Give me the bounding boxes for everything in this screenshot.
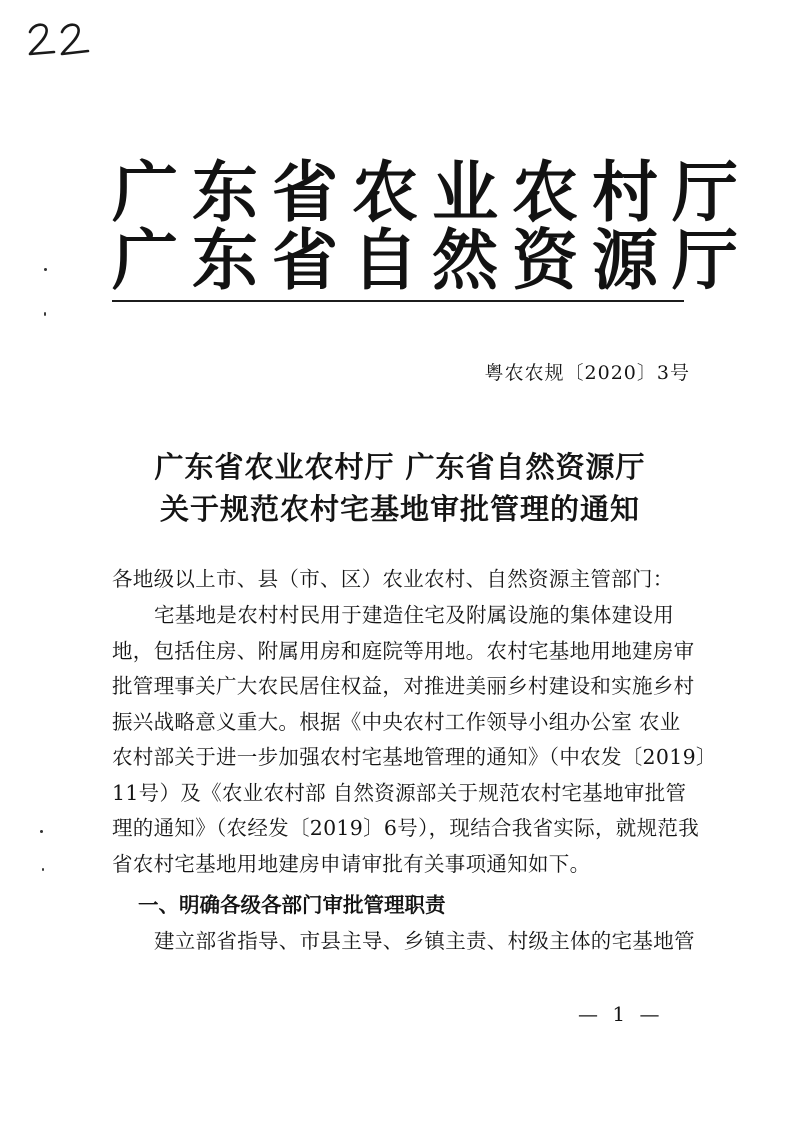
paragraph-line: 建立部省指导、市县主导、乡镇主责、村级主体的宅基地管	[154, 929, 695, 953]
paragraph-line: 批管理事关广大农民居住权益，对推进美丽乡村建设和实施乡村	[112, 674, 695, 698]
document-title-line-1: 广东省农业农村厅 广东省自然资源厅	[154, 450, 646, 484]
scan-speck	[44, 312, 46, 316]
paragraph-line: 理的通知》（农经发〔2019〕6号），现结合我省实际，就规范我	[112, 816, 700, 840]
salutation: 各地级以上市、县（市、区）农业农村、自然资源主管部门：	[112, 567, 674, 591]
document-number: 粤农农规〔2020〕3号	[484, 362, 690, 384]
letterhead-org-1: 广东省农业农村厅	[112, 154, 752, 231]
section-1-heading: 一、明确各级各部门审批管理职责	[138, 893, 446, 917]
paragraph-line: 地，包括住房、附属用房和庭院等用地。农村宅基地用地建房审	[112, 638, 695, 663]
paragraph-line: 宅基地是农村村民用于建造住宅及附属设施的集体建设用	[154, 603, 674, 627]
scan-speck	[42, 868, 44, 871]
handwritten-page-number	[26, 18, 96, 58]
paragraph-2	[112, 924, 695, 960]
document-title-line-2: 关于规范农村宅基地审批管理的通知	[159, 492, 640, 526]
letterhead-org-2: 广东省自然资源厅	[112, 222, 752, 299]
handwritten-22-drawing	[26, 18, 96, 58]
paragraph-line: 省农村宅基地用地建房申请审批有关事项通知如下。	[112, 851, 591, 876]
letterhead-rule	[112, 300, 684, 302]
page-number-footer: — 1 —	[578, 1002, 664, 1026]
scan-speck	[44, 268, 47, 271]
paragraph-line: 11号）及《农业农村部 自然资源部关于规范农村宅基地审批管	[112, 780, 687, 805]
scan-speck	[40, 830, 43, 833]
paragraph-line: 农村部关于进一步加强农村宅基地管理的通知》（中农发〔2019〕	[112, 745, 717, 769]
paragraph-1	[112, 598, 717, 882]
paragraph-line: 振兴战略意义重大。根据《中央农村工作领导小组办公室 农业	[112, 709, 681, 734]
